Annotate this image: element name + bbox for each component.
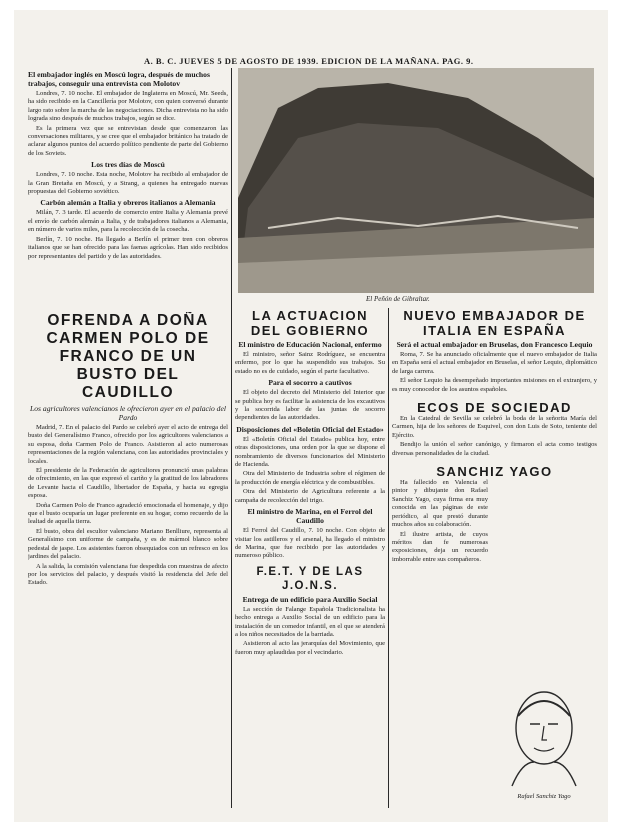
headline-gobierno: LA ACTUACION DEL GOBIERNO (250, 308, 370, 338)
paragraph: Es la primera vez que se entrevistan desde que comenzaron las conversaciones militares, y se cree que el embajador británico ha tratado de aclarar algunos puntos del acuerdo político pendiente de parte del Gobierno de los Soviets. (28, 124, 228, 157)
paragraph: El Ferrol del Caudillo, 7. 10 noche. Con objeto de visitar los astilleros y el arsenal, ha llegado el ministro de Marina, que fue recibido por las autoridades y numeroso público. (235, 527, 385, 560)
paragraph: El presidente de la Federación de agricultores pronunció unas palabras de ofrecimiento, en las que expresó el cariño y la gratitud de los labradores de Levante hacia el Caudillo, libertador de España, y hacia su egregia esposa. (28, 467, 228, 500)
portrait-sketch-image (492, 680, 596, 788)
paragraph: El señor Lequio ha desempeñado importantes misiones en el extranjero, y es muy conocedor de los asuntos españoles. (392, 377, 597, 393)
subheading: Para el socorro a cautivos (268, 378, 352, 388)
paragraph: Doña Carmen Polo de Franco agradeció emocionada el homenaje, y dijo que el busto ocuparía un lugar preferente en su hogar, como recuerdo de la lealtad de aquella tierra. (28, 501, 228, 526)
photo-gibraltar (238, 68, 594, 293)
paragraph: Londres, 7. 10 noche. Esta noche, Molotov ha recibido al embajador de la Gran Bretaña en Moscú, y a Strang, a quienes ha entregado nuevas propuestas del Gobierno soviético. (28, 171, 228, 196)
paragraph: Asistieron al acto las jerarquías del Movimiento, que fueron muy aplaudidas por el vecindario. (235, 640, 385, 656)
paragraph: El «Boletín Oficial del Estado» publica hoy, entre otras disposiciones, una orden por la que se dispone el nombramiento de diversos funcionarios del Ministerio de Hacienda. (235, 435, 385, 469)
article-lead-moscow: El embajador inglés en Moscú logra, después de muchos trabajos, conseguir una entrevista con Molotov (28, 70, 210, 88)
paragraph: El ministro, señor Sainz Rodríguez, se encuentra enfermo, por lo que ha suspendido sus trabajos. Su estado no es de cuidado, según el parte facultativo. (235, 351, 385, 375)
subheading: Disposiciones del «Boletín Oficial del Estado» (236, 424, 384, 434)
article-lead-coal: Carbón alemán a Italia y obreros italianos a Alemania (40, 198, 216, 208)
paragraph: Roma, 7. Se ha anunciado oficialmente que el nuevo embajador de Italia en España será el actual embajador en Bruselas, el señor Lequio, diplomático de larga carrera. (392, 351, 597, 375)
headline-ecos: ECOS DE SOCIEDAD (417, 400, 572, 416)
article-lead: Los agricultores valencianos le ofrecieron ayer en el palacio del Pardo (30, 404, 226, 422)
headline-ofrenda: OFRENDA A DOÑA CARMEN POLO DE FRANCO DE UN BUSTO DEL CAUDILLO (46, 312, 210, 401)
paragraph: Ha fallecido en Valencia el pintor y dibujante don Rafael Sanchiz Yago, cuya firma era muy conocida en las páginas de este periódico, al que prestó durante muchos años su colaboración. (392, 479, 488, 529)
subheading: El ministro de Educación Nacional, enfermo (238, 340, 382, 349)
headline-fet: F.E.T. Y DE LAS J.O.N.S. (256, 565, 364, 592)
paragraph: La sección de Falange Española Tradicionalista ha hecho entrega a Auxilio Social de un edificio para la instalación de un comedor infantil, en el que se atenderá a los niños necesitados de la barriada. (235, 605, 385, 638)
paragraph: Otra del Ministerio de Industria sobre el régimen de la producción de energía eléctrica y de combustibles. (235, 470, 385, 486)
newspaper-page (14, 10, 608, 822)
paragraph: Madrid, 7. En el palacio del Pardo se celebró ayer el acto de entrega del busto del Generalísimo Franco, ofrecido por los agricultores valencianos a su esposa, doña Carmen Polo de Franco. Asistieron al acto numerosas representaciones de la región valenciana, con las autoridades provinciales y locales. (28, 424, 228, 465)
masthead: A. B. C. JUEVES 5 DE AGOSTO DE 1939. EDICION DE LA MAÑANA. PAG. 9. (144, 56, 474, 66)
photo-caption: El Peñón de Gibraltar. (366, 295, 430, 303)
subheading: Los tres días de Moscú (91, 160, 165, 170)
paragraph: Milán, 7. 3 tarde. El acuerdo de comercio entre Italia y Alemania prevé el envío de carbón alemán a Italia, y de trabajadores italianos a Alemania, en número de varios miles, para la recolección de la cosecha. (28, 209, 228, 234)
column-rule (231, 68, 232, 808)
column-1 (28, 68, 228, 308)
headline-sanchiz: SANCHIZ YAGO (436, 464, 553, 480)
paragraph: Berlín, 7. 10 noche. Ha llegado a Berlín el primer tren con obreros italianos que se han ofrecido para las faenas agrícolas. Han sido recibidos por representantes del partido y de las autoridades. (28, 235, 228, 260)
column-rule (388, 308, 389, 808)
paragraph: Bendijo la unión el señor canónigo, y firmaron el acta como testigos diversas personalidades de la ciudad. (392, 441, 597, 457)
subheading: El ministro de Marina, en el Ferrol del Caudillo (247, 507, 373, 526)
portrait-caption: Rafael Sanchiz Yago (517, 793, 571, 800)
gibraltar-rock-image (238, 68, 594, 293)
paragraph: El objeto del decreto del Ministerio del Interior que se publica hoy es facilitar la asistencia de los excautivos y la socorrida labor de las juntas de socorro dependientes de las autoridades. (235, 389, 385, 422)
paragraph: El busto, obra del escultor valenciano Mariano Benlliure, representa al Generalísimo con uniforme de campaña, y es de mármol blanco sobre pedestal de jaspe. Los asistentes fueron obsequiados con un refresco en los jardines del palacio. (28, 527, 228, 561)
portrait-sanchiz (492, 680, 596, 806)
paragraph: A la salida, la comisión valenciana fue despedida con muestras de afecto por los servicios del palacio, y después visitó la residencia del Jefe del Estado. (28, 562, 228, 587)
paragraph: Londres, 7. 10 noche. El embajador de Inglaterra en Moscú, Mr. Seeds, ha sido recibido en la Cancillería por Molotov, con quien conversó durante largo rato sobre la marcha de las negociaciones. Dicha entrevista no ha sido lograda sino después de muchos trabajos, según se dice. (28, 90, 228, 123)
article-lead: Será el actual embajador en Bruselas, don Francesco Lequio (396, 340, 593, 349)
subheading: Entrega de un edificio para Auxilio Social (242, 594, 378, 604)
article-ofrenda (28, 312, 228, 812)
paragraph: En la Catedral de Sevilla se celebró la boda de la señorita María del Carmen, hija de los señores de Esquivel, con don Luis de Soto, teniente del Ejército. (392, 415, 597, 439)
column-2 (235, 308, 385, 808)
paragraph: El ilustre artista, de cuyos méritos dan fe numerosas exposiciones, deja un recuerdo imborrable entre sus compañeros. (392, 530, 488, 563)
paragraph: Otra del Ministerio de Agricultura referente a la campaña de recolección del trigo. (235, 488, 385, 504)
headline-embajador: NUEVO EMBAJADOR DE ITALIA EN ESPAÑA (403, 308, 586, 338)
